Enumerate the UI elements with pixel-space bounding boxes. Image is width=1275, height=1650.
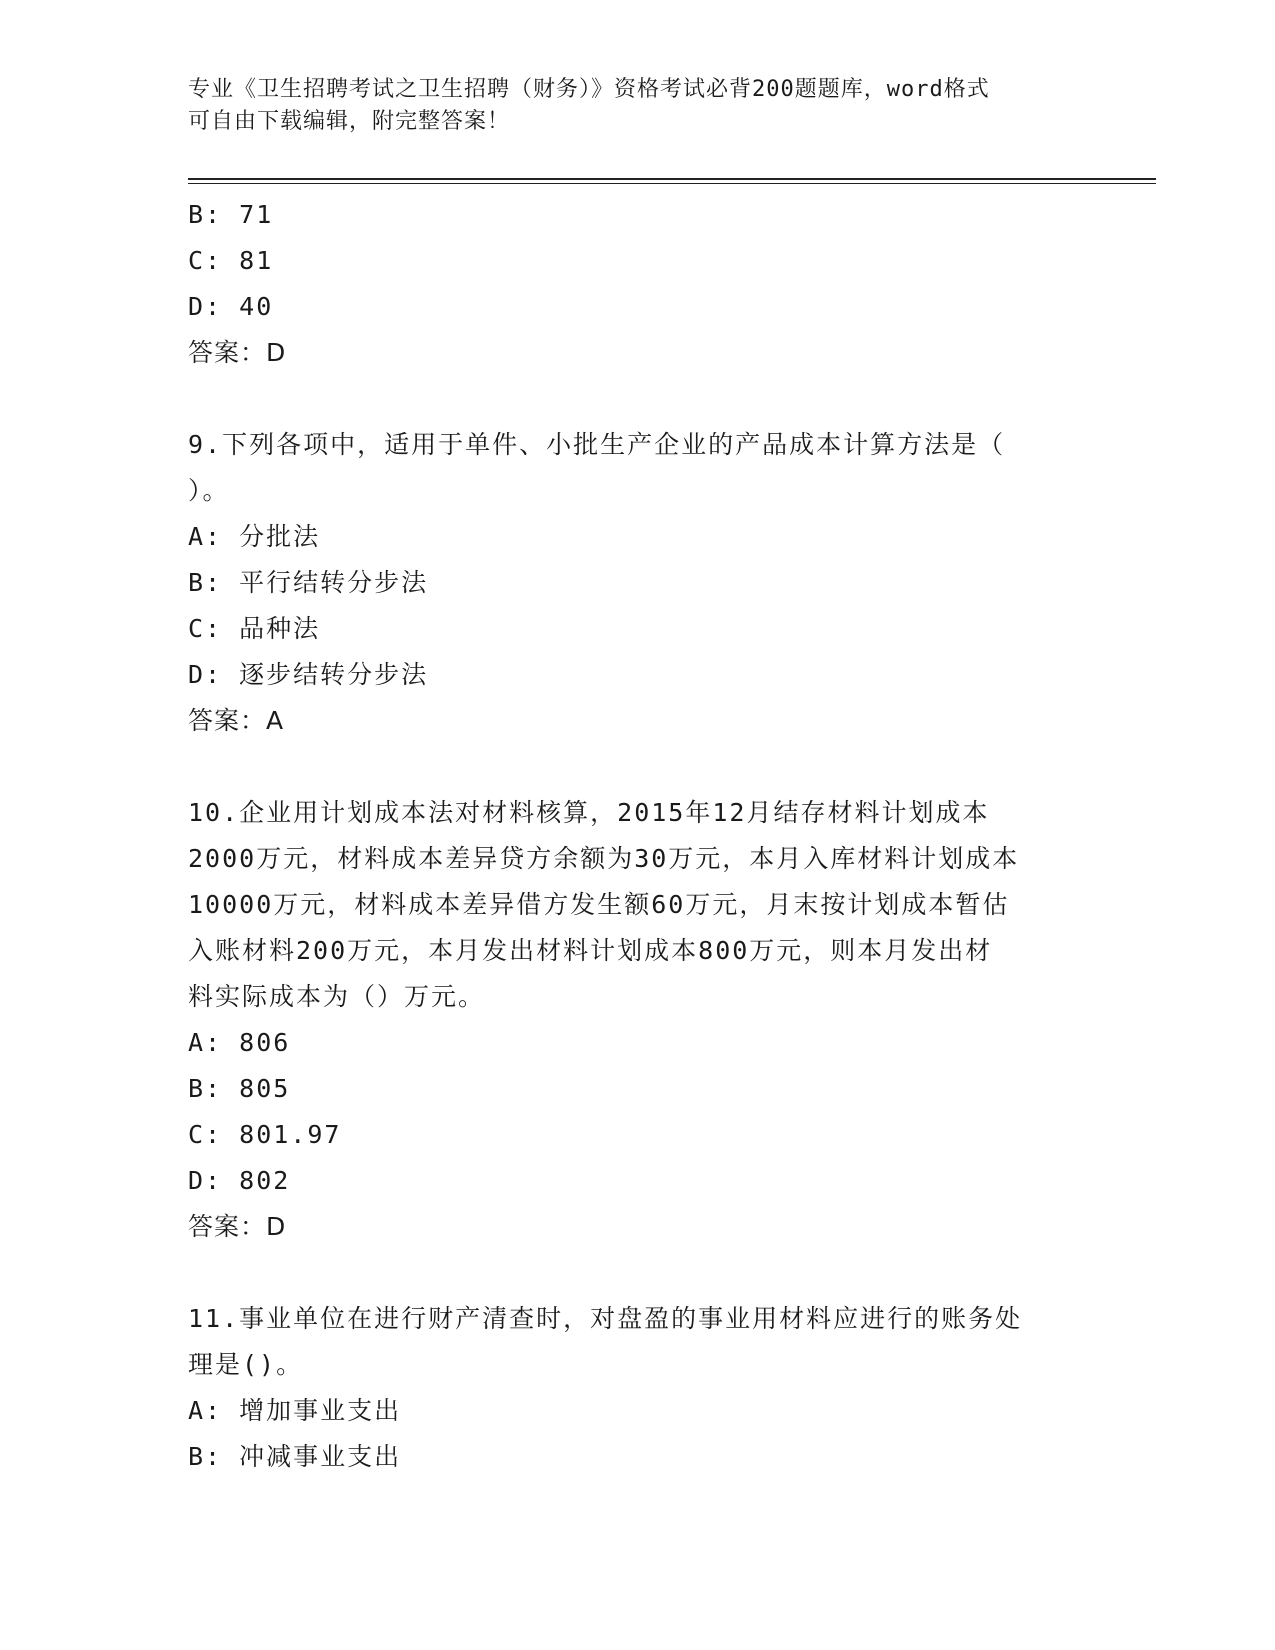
header-title-line-2: 可自由下载编辑，附完整答案！ [188,109,511,134]
option-a: A: 806 [188,1028,291,1057]
question-9 [188,422,1088,744]
question-stem: 10000万元，材料成本差异借方发生额60万元，月末按计划成本暂估 [188,890,1010,919]
spacer [188,1250,1088,1296]
header-title-line-1: 专业《卫生招聘考试之卫生招聘（财务）》资格考试必背200题题库，word格式 [188,77,990,102]
question-stem: 10.企业用计划成本法对材料核算，2015年12月结存材料计划成本 [188,798,990,827]
option-a: A: 分批法 [188,522,321,551]
spacer [188,376,1088,422]
option-c: C: 801.97 [188,1120,342,1149]
question-stem: 理是()。 [188,1350,304,1379]
option-b: B: 冲减事业支出 [188,1442,402,1471]
question-stem: ）。 [188,476,230,505]
option-c: C: 品种法 [188,614,321,643]
header-rule-thin [188,183,1156,184]
question-stem: 入账材料200万元，本月发出材料计划成本800万元，则本月发出材 [188,936,993,965]
question-8 [188,192,1088,376]
question-stem: 料实际成本为（）万元。 [188,982,486,1011]
option-d: D: 40 [188,292,274,321]
question-stem: 11.事业单位在进行财产清查时，对盘盈的事业用材料应进行的账务处 [188,1304,1023,1333]
answer: 答案：D [188,1212,287,1241]
question-10 [188,790,1088,1250]
answer: 答案：A [188,706,285,735]
answer: 答案：D [188,338,287,367]
header-rule-thick [188,178,1156,180]
spacer [188,744,1088,790]
question-stem: 9.下列各项中，适用于单件、小批生产企业的产品成本计算方法是（ [188,430,1006,459]
document-header [188,74,1088,138]
option-b: B: 平行结转分步法 [188,568,429,597]
option-b: B: 71 [188,200,274,229]
question-stem: 2000万元，材料成本差异贷方余额为30万元，本月入库材料计划成本 [188,844,1020,873]
option-d: D: 802 [188,1166,291,1195]
option-c: C: 81 [188,246,274,275]
question-list [188,192,1088,1480]
option-a: A: 增加事业支出 [188,1396,402,1425]
option-b: B: 805 [188,1074,291,1103]
option-d: D: 逐步结转分步法 [188,660,429,689]
question-11 [188,1296,1088,1480]
